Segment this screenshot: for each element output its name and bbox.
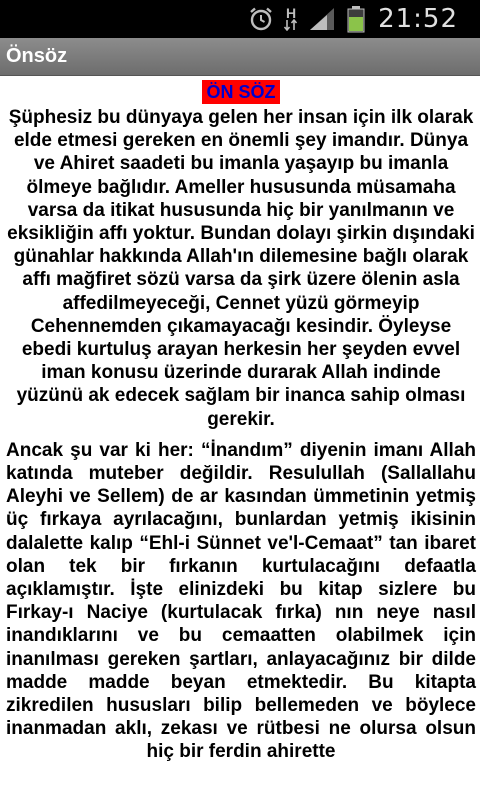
text-content[interactable] <box>0 76 480 800</box>
battery-icon <box>346 5 366 33</box>
status-clock: 21:52 <box>378 4 458 34</box>
signal-icon <box>308 6 336 32</box>
page-title: Önsöz <box>6 45 68 67</box>
paragraph-1: Şüphesiz bu dünyaya gelen her insan için ilk olarak elde etmesi gereken en önemli şey imandır. Dünya ve Ahiret saadeti bu imanla yaşayıp bu imanla ölmeye bağlıdır. Ameller hususunda müsamaha varsa da itikat hususunda hiç bir yanılmanın ve eksikliğin affı yoktur. Bundan dolayı şirkin dışındaki günahlar hakkında Allah'ın dilemesine bağlı olarak affı mağfiret sözü varsa da şirk üzere ölenin asla affedilmeyeceği, Cennet yüzü görmeyip Cehennemden çıkamayacağı kesindir. Öyleyse ebedi kurtuluş arayan herkesin her şeyden evvel iman konusu üzerinde durarak Allah indinde yüzünü ak edecek sağlam bir inanca sahip olması gerekir. <box>7 107 475 430</box>
action-bar <box>0 38 480 76</box>
status-bar <box>0 0 480 38</box>
network-type-label: H <box>286 5 297 21</box>
hspa-data-icon <box>284 7 298 31</box>
alarm-clock-icon <box>248 6 274 32</box>
heading-wrap <box>6 80 476 104</box>
section-heading: ÖN SÖZ <box>202 80 279 104</box>
paragraph-2: Ancak şu var ki her: “İnandım” diyenin imanı Allah katında muteber değildir. Resulullah (Sallallahu Aleyhi ve Sellem) de ar kasından ümmetinin yetmiş üç fırkaya ayrılacağını, bunlardan yetmiş ikisinin dalalette kalıp “Ehl-i Sünnet ve'l-Cemaat” tan ibaret olan tek bir fırkanın kurtulacağını defaatla açıklamıştır. İşte elinizdeki bu kitap sizlere bu Fırkay-ı Naciye (kurtulacak fırka) nın neye nasıl inandıklarını ve bu cemaatten olabilmek için inanılması gereken şartları, anlayacağınız bir dilde madde madde beyan etmektedir. Bu kitapta zikredilen hususları bilip bellemeden ve böylece inanmadan aklı, zekası ve rütbesi ne olursa olsun hiç bir ferdin ahirette <box>6 439 476 763</box>
